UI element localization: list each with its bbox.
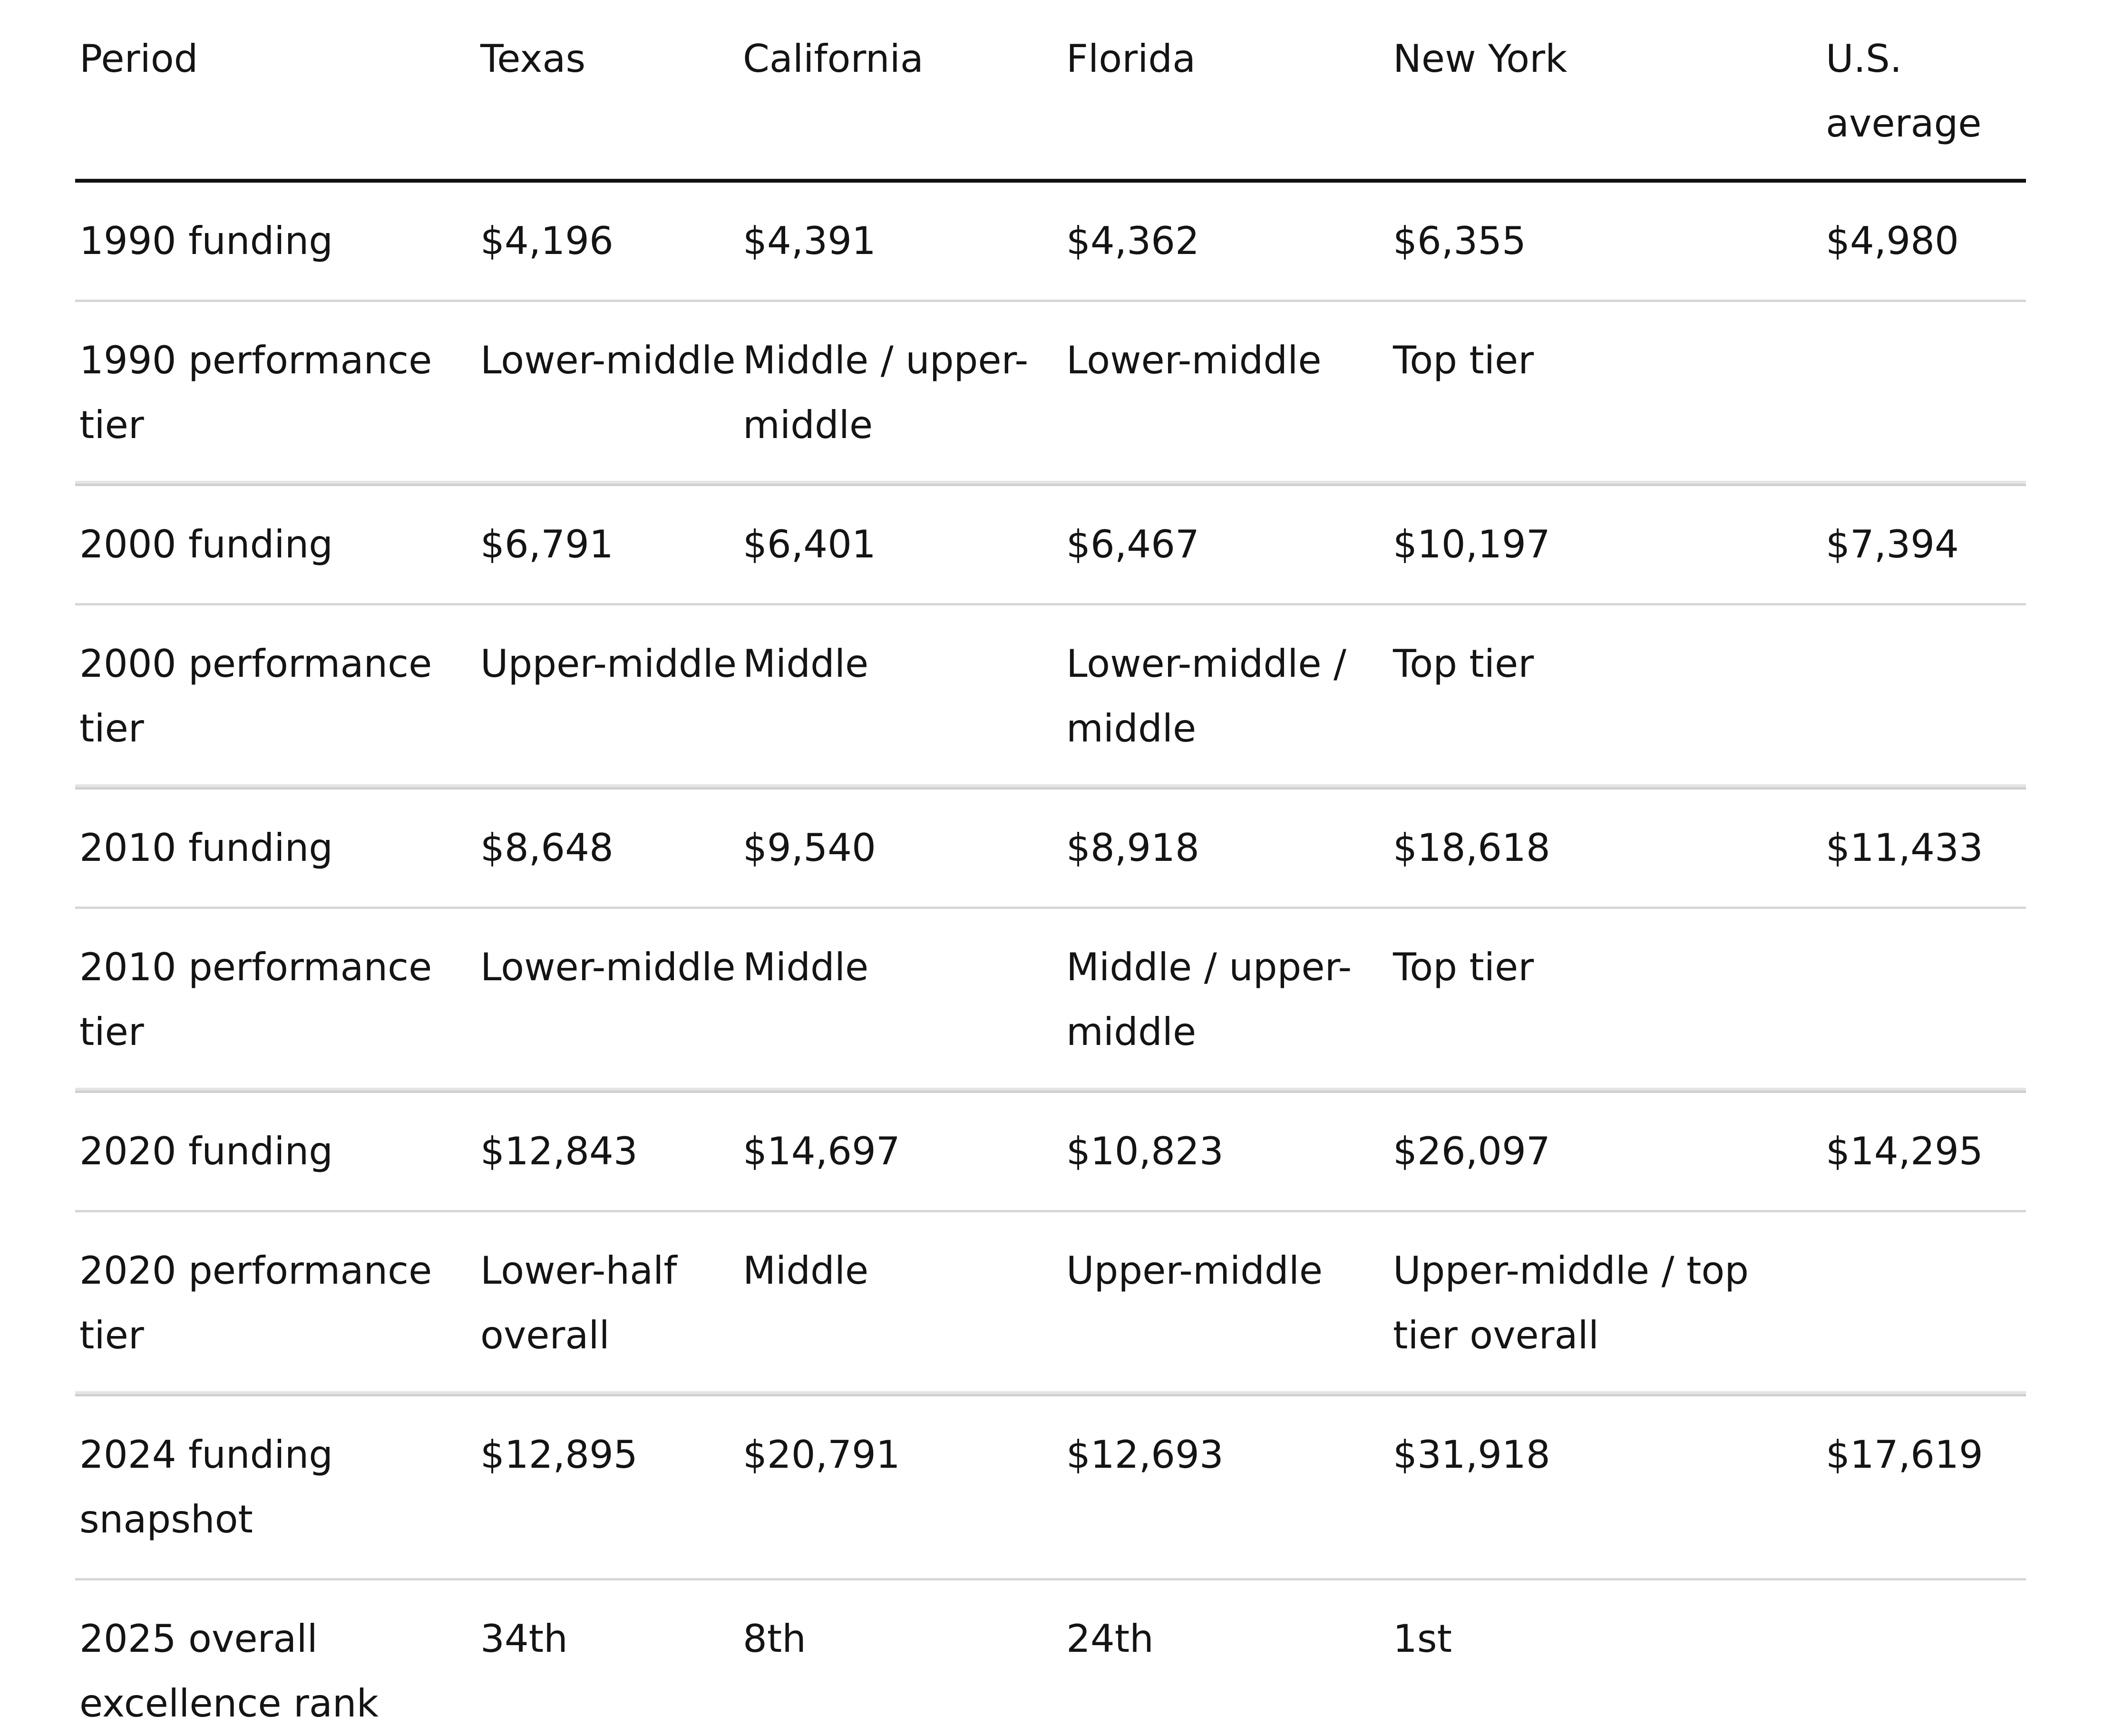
cell-texas: Lower-half overall — [476, 1211, 739, 1395]
cell-california: $4,391 — [739, 181, 1062, 301]
cell-us-average: $14,295 — [1821, 1092, 2026, 1211]
header-florida: Florida — [1062, 0, 1389, 181]
table-row — [75, 301, 2026, 485]
comparison-table-container — [75, 0, 2026, 1736]
cell-new-york: $31,918 — [1389, 1395, 1821, 1580]
cell-new-york: Upper-middle / top tier overall — [1389, 1211, 1821, 1395]
table-row — [75, 1092, 2026, 1211]
cell-texas: $12,895 — [476, 1395, 739, 1580]
cell-california: $9,540 — [739, 789, 1062, 908]
cell-us-average: $4,980 — [1821, 181, 2026, 301]
row-label: 1990 performance tier — [75, 301, 476, 485]
cell-us-average: $11,433 — [1821, 789, 2026, 908]
cell-us-average — [1821, 605, 2026, 789]
cell-texas: Upper-middle — [476, 605, 739, 789]
header-california: California — [739, 0, 1062, 181]
cell-california: $6,401 — [739, 485, 1062, 605]
cell-california: $20,791 — [739, 1395, 1062, 1580]
table-row — [75, 1580, 2026, 1736]
row-label: 2025 overall excellence rank — [75, 1580, 476, 1736]
cell-california: $14,697 — [739, 1092, 1062, 1211]
table-row — [75, 1211, 2026, 1395]
cell-texas: $6,791 — [476, 485, 739, 605]
row-label: 2010 funding — [75, 789, 476, 908]
cell-florida: Upper-middle — [1062, 1211, 1389, 1395]
cell-texas: Lower-middle — [476, 908, 739, 1092]
table-row — [75, 605, 2026, 789]
cell-texas: $12,843 — [476, 1092, 739, 1211]
cell-new-york: $26,097 — [1389, 1092, 1821, 1211]
table-row — [75, 485, 2026, 605]
cell-texas: $4,196 — [476, 181, 739, 301]
row-label: 2020 performance tier — [75, 1211, 476, 1395]
cell-new-york: Top tier — [1389, 301, 1821, 485]
cell-texas: $8,648 — [476, 789, 739, 908]
cell-us-average — [1821, 908, 2026, 1092]
row-label: 2020 funding — [75, 1092, 476, 1211]
cell-new-york: $10,197 — [1389, 485, 1821, 605]
cell-florida: Lower-middle — [1062, 301, 1389, 485]
header-texas: Texas — [476, 0, 739, 181]
cell-us-average — [1821, 301, 2026, 485]
cell-florida: $12,693 — [1062, 1395, 1389, 1580]
table-row — [75, 908, 2026, 1092]
row-label: 1990 funding — [75, 181, 476, 301]
cell-florida: 24th — [1062, 1580, 1389, 1736]
cell-florida: $4,362 — [1062, 181, 1389, 301]
state-comparison-table — [75, 0, 2026, 1736]
header-new-york: New York — [1389, 0, 1821, 181]
cell-florida: $6,467 — [1062, 485, 1389, 605]
cell-california: Middle / upper-middle — [739, 301, 1062, 485]
cell-us-average — [1821, 1211, 2026, 1395]
cell-california: 8th — [739, 1580, 1062, 1736]
row-label: 2000 performance tier — [75, 605, 476, 789]
cell-florida: $8,918 — [1062, 789, 1389, 908]
row-label: 2024 funding snapshot — [75, 1395, 476, 1580]
header-period: Period — [75, 0, 476, 181]
cell-california: Middle — [739, 605, 1062, 789]
cell-florida: Middle / upper-middle — [1062, 908, 1389, 1092]
cell-new-york: $18,618 — [1389, 789, 1821, 908]
cell-us-average: $7,394 — [1821, 485, 2026, 605]
cell-new-york: 1st — [1389, 1580, 1821, 1736]
table-row — [75, 1395, 2026, 1580]
cell-california: Middle — [739, 908, 1062, 1092]
cell-new-york: Top tier — [1389, 908, 1821, 1092]
table-header-row — [75, 0, 2026, 181]
row-label: 2000 funding — [75, 485, 476, 605]
cell-new-york: $6,355 — [1389, 181, 1821, 301]
cell-us-average: $17,619 — [1821, 1395, 2026, 1580]
table-row — [75, 789, 2026, 908]
cell-california: Middle — [739, 1211, 1062, 1395]
cell-florida: Lower-middle / middle — [1062, 605, 1389, 789]
cell-florida: $10,823 — [1062, 1092, 1389, 1211]
header-us-average: U.S. average — [1821, 0, 2026, 181]
cell-us-average — [1821, 1580, 2026, 1736]
cell-new-york: Top tier — [1389, 605, 1821, 789]
row-label: 2010 performance tier — [75, 908, 476, 1092]
table-row — [75, 181, 2026, 301]
cell-texas: Lower-middle — [476, 301, 739, 485]
cell-texas: 34th — [476, 1580, 739, 1736]
